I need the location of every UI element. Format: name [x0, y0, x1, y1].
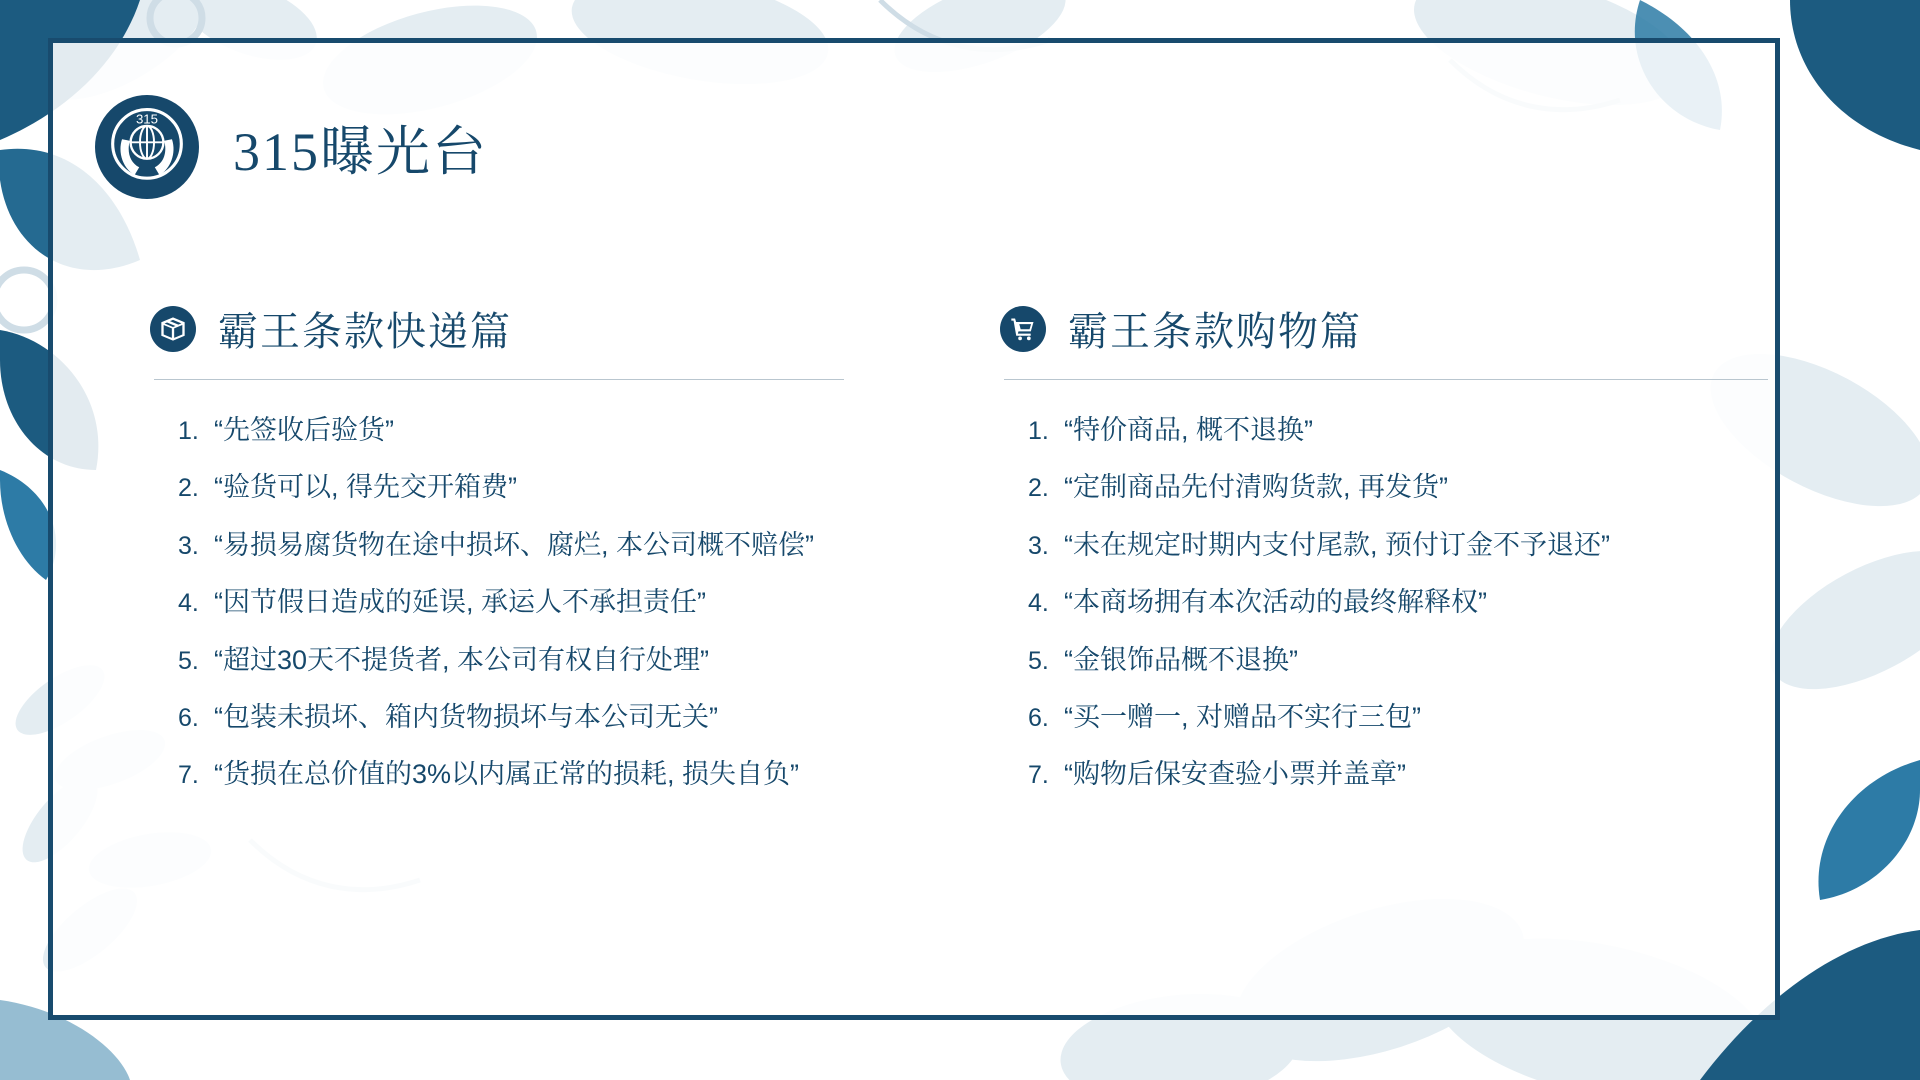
list-item-number: 6.: [178, 703, 199, 732]
package-box-icon: [150, 306, 196, 352]
list-item-text: “未在规定时期内支付尾款, 预付订金不予退还”: [1064, 529, 1610, 560]
list-item-text: “金银饰品概不退换”: [1064, 644, 1298, 675]
list-item-number: 7.: [178, 761, 199, 790]
list-item: [150, 586, 900, 618]
column-express: [0, 300, 960, 816]
list-item: [1000, 529, 1830, 561]
list-item-number: 3.: [178, 531, 199, 560]
list-item-number: 5.: [1028, 646, 1049, 675]
shopping-cart-icon: [1000, 306, 1046, 352]
list-item-number: 1.: [178, 417, 199, 445]
list-item-number: 1.: [1028, 417, 1049, 445]
list-item-number: 2.: [1028, 474, 1049, 503]
column-express-title: 霸王条款快递篇: [218, 309, 512, 354]
column-express-header: [150, 300, 900, 357]
list-item-number: 3.: [1028, 531, 1049, 560]
clause-columns: [0, 300, 1920, 816]
list-item: [150, 529, 900, 561]
list-item: [1000, 471, 1830, 503]
list-item-text: “购物后保安查验小票并盖章”: [1064, 759, 1406, 790]
list-item: [1000, 414, 1830, 446]
list-item-number: 2.: [178, 474, 199, 503]
list-item-number: 5.: [178, 646, 199, 675]
list-item: [150, 644, 900, 676]
list-item: [1000, 701, 1830, 733]
list-item: [150, 414, 900, 446]
list-item-text: “买一赠一, 对赠品不实行三包”: [1064, 701, 1421, 732]
list-item-text: “包装未损坏、箱内货物损坏与本公司无关”: [214, 701, 718, 732]
column-shopping: [960, 300, 1920, 816]
list-item: [150, 758, 900, 790]
svg-text:315: 315: [135, 111, 159, 127]
list-item: [150, 471, 900, 503]
list-item: [1000, 644, 1830, 676]
list-item-text: “定制商品先付清购货款, 再发货”: [1064, 472, 1448, 503]
list-item-text: “特价商品, 概不退换”: [1064, 415, 1313, 445]
page-title: 315曝光台: [233, 121, 488, 182]
list-item-text: “货损在总价值的3%以内属正常的损耗, 损失自负”: [214, 759, 800, 790]
list-item: [1000, 586, 1830, 618]
list-item-text: “验货可以, 得先交开箱费”: [214, 472, 517, 503]
list-item-text: “超过30天不提货者, 本公司有权自行处理”: [214, 644, 710, 675]
column-shopping-divider: [1004, 379, 1768, 380]
list-item-text: “先签收后验货”: [214, 415, 394, 445]
list-item: [1000, 758, 1830, 790]
column-shopping-header: [1000, 300, 1830, 357]
list-item-number: 4.: [1028, 589, 1049, 618]
slide-header: [95, 95, 488, 199]
list-item-text: “易损易腐货物在途中损坏、腐烂, 本公司概不赔偿”: [214, 529, 814, 560]
list-item-number: 7.: [1028, 761, 1049, 790]
express-clause-list: [150, 414, 900, 791]
column-express-divider: [154, 379, 844, 380]
shopping-clause-list: [1000, 414, 1830, 791]
list-item-number: 4.: [178, 589, 199, 618]
315-consumer-rights-emblem-icon: [95, 95, 199, 199]
list-item-number: 6.: [1028, 703, 1049, 732]
list-item-text: “因节假日造成的延误, 承运人不承担责任”: [214, 587, 706, 618]
list-item: [150, 701, 900, 733]
column-shopping-title: 霸王条款购物篇: [1068, 309, 1362, 354]
list-item-text: “本商场拥有本次活动的最终解释权”: [1064, 587, 1487, 618]
